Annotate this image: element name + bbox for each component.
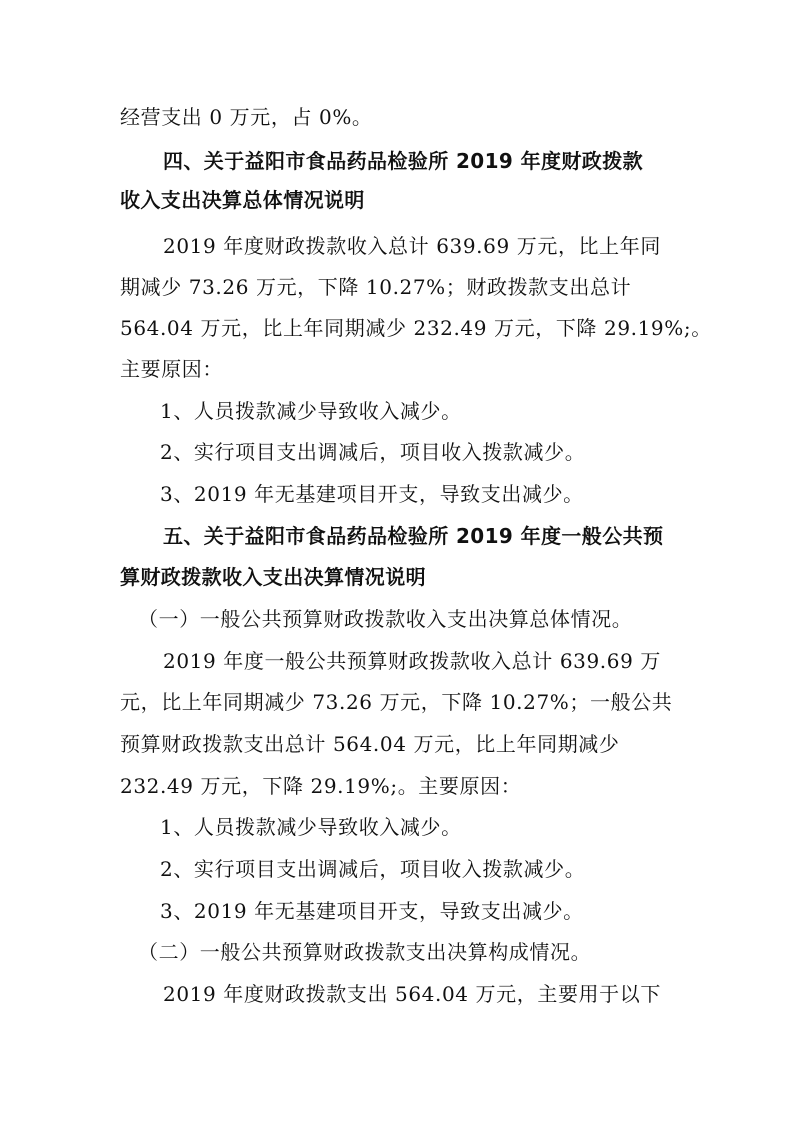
list-item: 1、人员拨款减少导致收入减少。 (160, 399, 462, 423)
section-heading-4-cont: 收入支出决算总体情况说明 (120, 188, 365, 212)
list-item: 1、人员拨款减少导致收入减少。 (160, 815, 462, 839)
section-heading-4: 四、关于益阳市食品药品检验所 2019 年度财政拨款 (163, 149, 643, 173)
list-item: 2、实行项目支出调减后，项目收入拨款减少。 (160, 857, 586, 881)
subsection-heading-1: （一）一般公共预算财政拨款收入支出决算总体情况。 (138, 607, 633, 631)
section-heading-5: 五、关于益阳市食品药品检验所 2019 年度一般公共预 (163, 524, 664, 548)
text-line: 2019 年度一般公共预算财政拨款收入总计 639.69 万 (163, 649, 661, 673)
text-line: 经营支出 0 万元，占 0%。 (120, 105, 373, 129)
list-item: 2、实行项目支出调减后，项目收入拨款减少。 (160, 440, 586, 464)
text-line: 主要原因： (120, 357, 223, 381)
text-line: 预算财政拨款支出总计 564.04 万元，比上年同期减少 (120, 732, 620, 756)
text-line: 2019 年度财政拨款收入总计 639.69 万元，比上年同 (163, 234, 661, 258)
list-item: 3、2019 年无基建项目开支，导致支出减少。 (160, 482, 584, 506)
section-heading-5-cont: 算财政拨款收入支出决算情况说明 (120, 565, 426, 589)
list-item: 3、2019 年无基建项目开支，导致支出减少。 (160, 899, 584, 923)
text-line: 期减少 73.26 万元，下降 10.27%；财政拨款支出总计 (120, 275, 632, 299)
subsection-heading-2: （二）一般公共预算财政拨款支出决算构成情况。 (138, 940, 592, 964)
text-line: 564.04 万元，比上年同期减少 232.49 万元，下降 29.19%;。 (120, 316, 712, 340)
text-line: 元，比上年同期减少 73.26 万元，下降 10.27%；一般公共 (120, 690, 673, 714)
text-line: 232.49 万元，下降 29.19%;。主要原因： (120, 774, 522, 798)
text-line: 2019 年度财政拨款支出 564.04 万元，主要用于以下 (163, 982, 661, 1006)
